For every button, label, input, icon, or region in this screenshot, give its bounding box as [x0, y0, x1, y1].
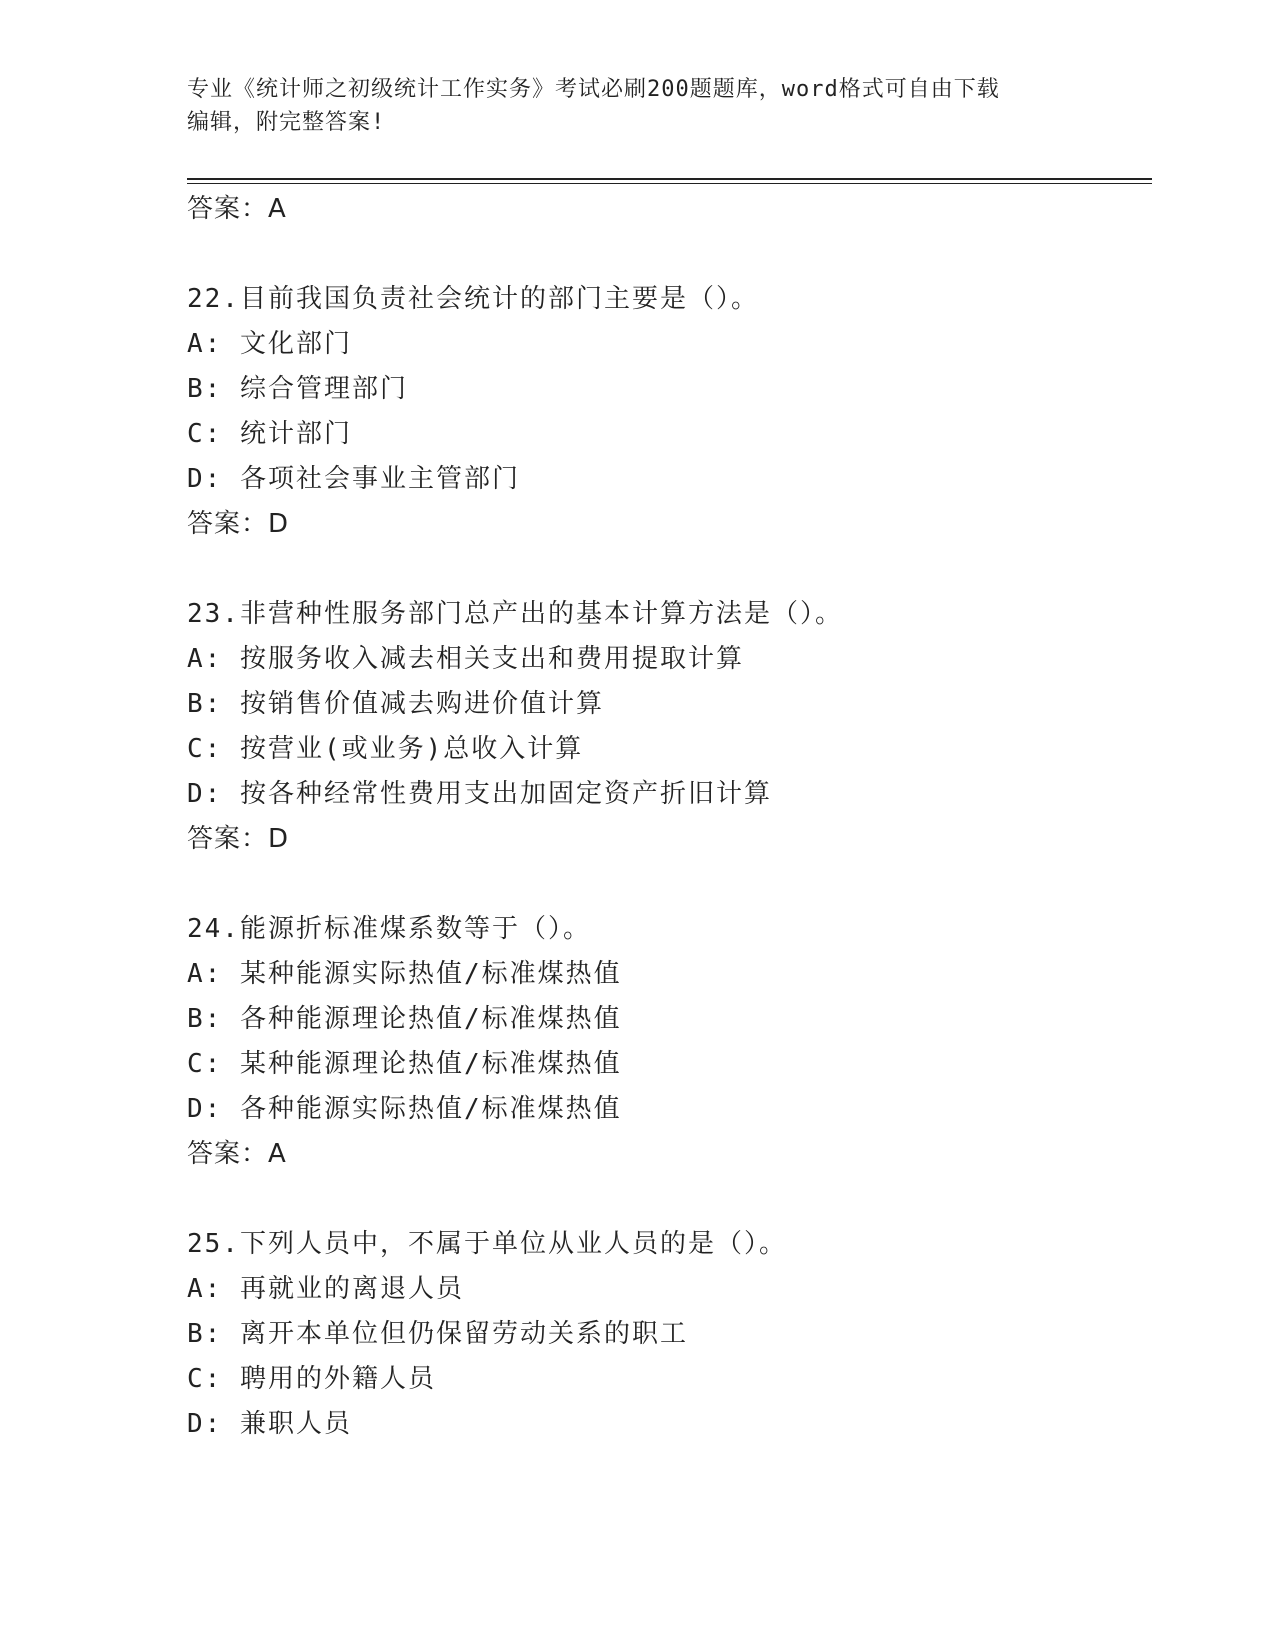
- question-23-option-d: D: 按各种经常性费用支出加固定资产折旧计算: [187, 779, 772, 809]
- question-22-option-d: D: 各项社会事业主管部门: [187, 464, 520, 494]
- answer-previous: 答案：A: [187, 194, 287, 224]
- question-23-answer: 答案：D: [187, 824, 290, 854]
- question-22-answer: 答案：D: [187, 509, 290, 539]
- question-23-option-c: C: 按营业(或业务)总收入计算: [187, 734, 584, 764]
- question-22-option-b: B: 综合管理部门: [187, 374, 408, 404]
- question-24-option-c: C: 某种能源理论热值/标准煤热值: [187, 1049, 622, 1079]
- question-24-option-b: B: 各种能源理论热值/标准煤热值: [187, 1004, 622, 1034]
- question-25-stem: 25.下列人员中，不属于单位从业人员的是（）。: [187, 1229, 787, 1259]
- question-25-option-c: C: 聘用的外籍人员: [187, 1364, 436, 1394]
- document-header: [187, 73, 1067, 139]
- question-24-answer: 答案：A: [187, 1139, 287, 1169]
- question-22-option-c: C: 统计部门: [187, 419, 352, 449]
- question-23-option-a: A: 按服务收入减去相关支出和费用提取计算: [187, 644, 744, 674]
- question-25-option-a: A: 再就业的离退人员: [187, 1274, 464, 1304]
- question-24-option-d: D: 各种能源实际热值/标准煤热值: [187, 1094, 622, 1124]
- header-line-2: 编辑，附完整答案!: [187, 110, 386, 135]
- question-23-option-b: B: 按销售价值减去购进价值计算: [187, 689, 604, 719]
- header-line-1: 专业《统计师之初级统计工作实务》考试必刷200题题库，word格式可自由下载: [187, 77, 1000, 102]
- header-divider: [187, 178, 1152, 184]
- question-25-option-d: D: 兼职人员: [187, 1409, 352, 1439]
- question-23-stem: 23.非营种性服务部门总产出的基本计算方法是（）。: [187, 599, 843, 629]
- question-22-option-a: A: 文化部门: [187, 329, 352, 359]
- question-24-stem: 24.能源折标准煤系数等于（）。: [187, 914, 591, 944]
- question-22-stem: 22.目前我国负责社会统计的部门主要是（）。: [187, 284, 759, 314]
- question-25-option-b: B: 离开本单位但仍保留劳动关系的职工: [187, 1319, 688, 1349]
- question-24-option-a: A: 某种能源实际热值/标准煤热值: [187, 959, 622, 989]
